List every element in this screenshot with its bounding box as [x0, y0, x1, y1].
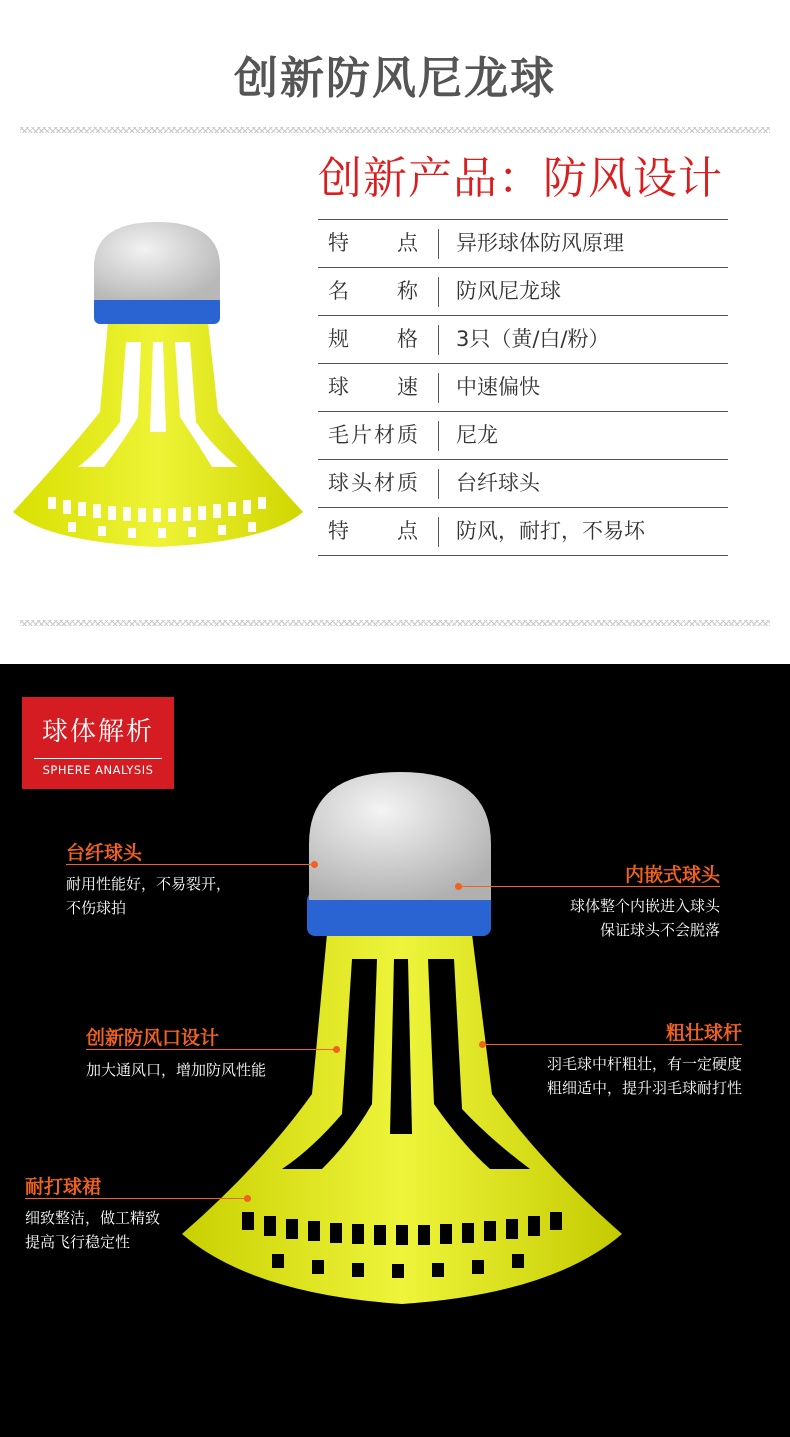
callout-dot — [333, 1046, 340, 1053]
divider — [438, 373, 439, 403]
callout-desc: 不伤球拍 — [66, 899, 127, 917]
spec-key: 特点 — [328, 519, 418, 543]
badge-title: 球体解析 — [41, 717, 154, 747]
spec-value: 防风，耐打，不易坏 — [456, 519, 645, 543]
spec-table — [318, 219, 728, 556]
callout-desc: 粗细适中，提升羽毛球耐打性 — [546, 1079, 742, 1097]
callout-desc: 细致整洁，做工精致 — [25, 1209, 161, 1227]
shuttlecock-image-large — [172, 764, 632, 1314]
spec-value: 防风尼龙球 — [456, 279, 561, 303]
table-row — [318, 316, 728, 364]
spec-key: 球速 — [328, 375, 418, 399]
divider-bottom — [20, 620, 770, 626]
section-badge — [22, 697, 174, 789]
table-row — [318, 220, 728, 268]
callout-desc: 保证球头不会脱落 — [599, 921, 720, 939]
analysis-section — [0, 664, 790, 1437]
callout-title-skirt: 耐打球裙 — [25, 1176, 102, 1198]
callout-desc: 提高飞行稳定性 — [25, 1233, 131, 1251]
spec-key: 名称 — [328, 279, 418, 303]
spec-key: 球头材质 — [328, 471, 418, 495]
callout-title-embedded: 内嵌式球头 — [624, 864, 720, 886]
spec-value: 异形球体防风原理 — [456, 231, 624, 255]
page-title: 创新防风尼龙球 — [234, 53, 556, 104]
spec-key: 规格 — [328, 327, 418, 351]
spec-value: 尼龙 — [456, 423, 498, 447]
divider — [438, 421, 439, 451]
spec-key: 毛片材质 — [328, 423, 418, 447]
callout-dot — [311, 861, 318, 868]
product-overview-section — [0, 0, 790, 664]
callout-desc: 球体整个内嵌进入球头 — [569, 897, 720, 915]
callout-dot — [244, 1195, 251, 1202]
callout-leader — [86, 1049, 336, 1050]
callout-title-vent: 创新防风口设计 — [86, 1027, 220, 1049]
callout-leader — [66, 864, 314, 865]
callout-leader — [484, 1044, 742, 1045]
callout-title-shaft: 粗壮球杆 — [665, 1022, 742, 1044]
divider — [438, 325, 439, 355]
divider — [438, 517, 439, 547]
table-row — [318, 508, 728, 556]
callout-dot — [479, 1041, 486, 1048]
callout-desc: 耐用性能好，不易裂开， — [66, 875, 232, 893]
divider-top — [20, 127, 770, 133]
spec-value: 台纤球头 — [456, 471, 540, 495]
badge-subtitle: SPHERE ANALYSIS — [42, 763, 154, 777]
callout-desc: 羽毛球中杆粗壮，有一定硬度 — [546, 1055, 742, 1073]
badge-divider — [34, 758, 162, 759]
spec-value: 中速偏快 — [456, 375, 540, 399]
callout-title-head: 台纤球头 — [66, 842, 143, 864]
callout-dot — [455, 883, 462, 890]
divider — [438, 229, 439, 259]
table-row — [318, 412, 728, 460]
shuttlecock-image — [8, 212, 308, 572]
table-row — [318, 364, 728, 412]
callout-leader — [460, 886, 720, 887]
divider — [438, 469, 439, 499]
table-row — [318, 460, 728, 508]
spec-key: 特点 — [328, 231, 418, 255]
subtitle: 创新产品：防风设计 — [318, 153, 723, 204]
spec-value: 3只（黄/白/粉） — [456, 327, 610, 351]
callout-desc: 加大通风口，增加防风性能 — [86, 1061, 267, 1079]
callout-leader — [25, 1198, 247, 1199]
divider — [438, 277, 439, 307]
table-row — [318, 268, 728, 316]
